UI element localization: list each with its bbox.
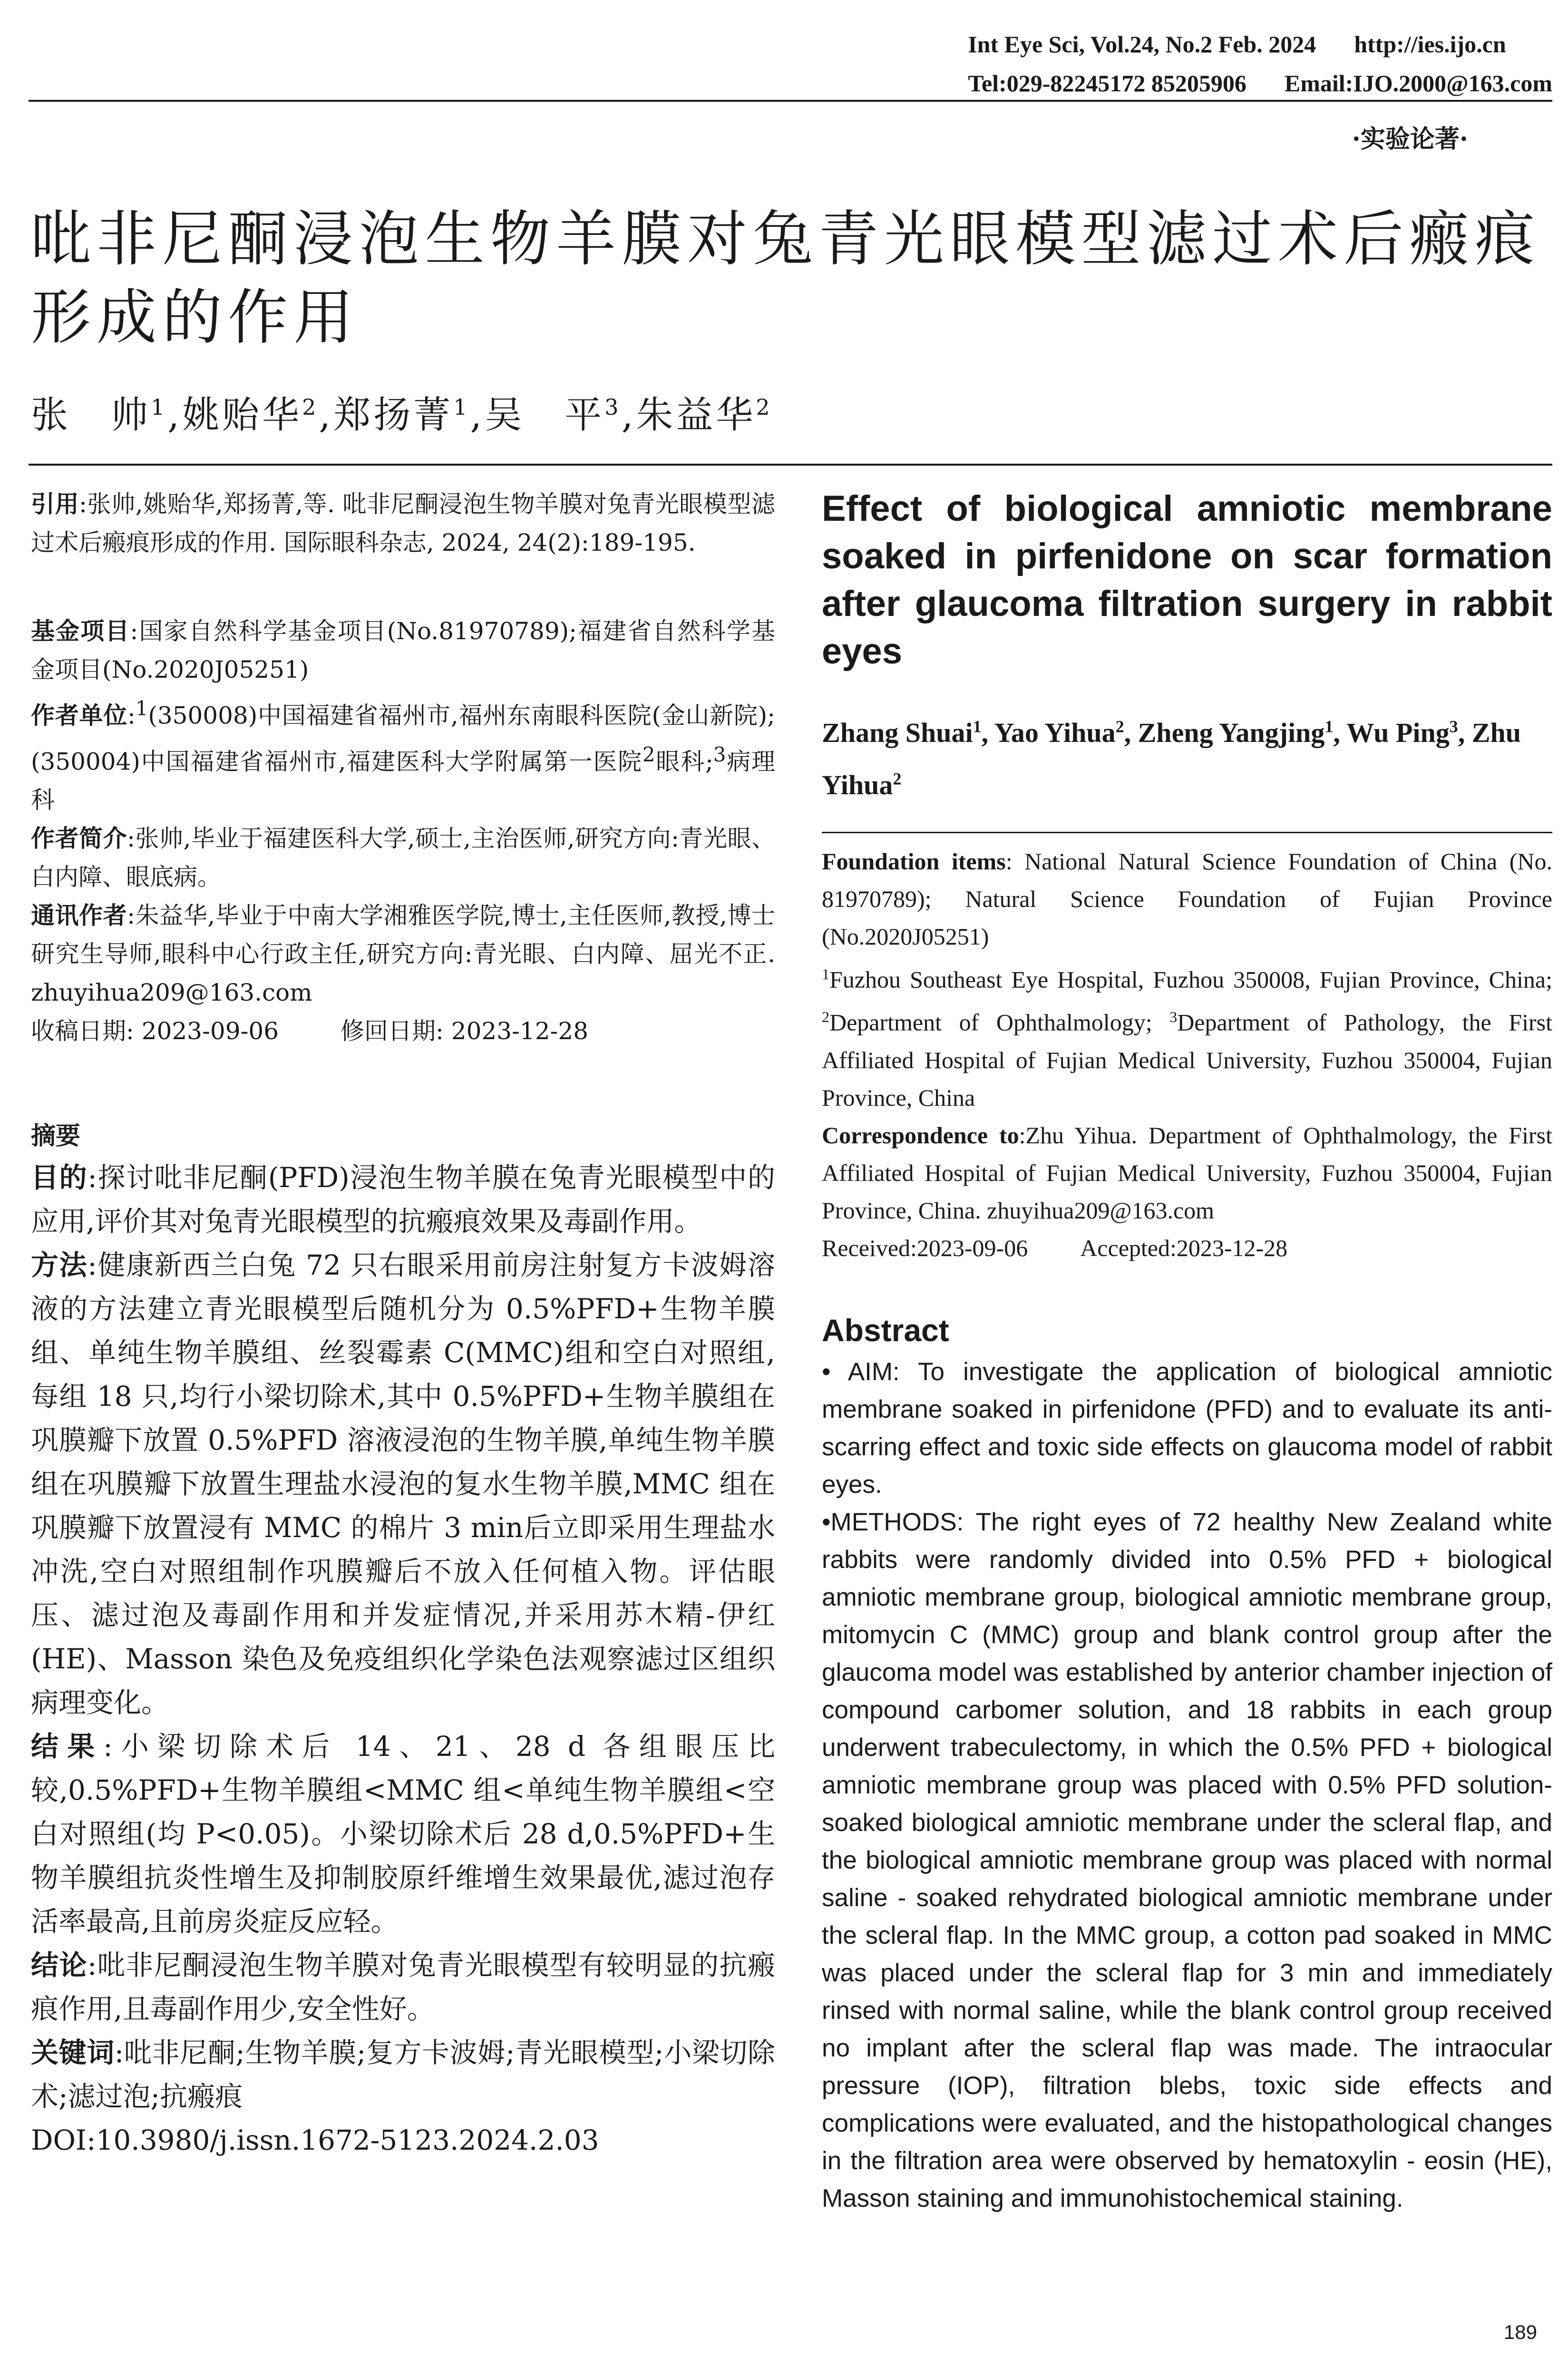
title-divider	[29, 464, 1552, 466]
foundation-items: Foundation items: National Natural Science Foundation of China (No. 81970789); Natural Science Foundation of Fujian Province (No.2020J05251)	[822, 848, 1552, 950]
metadata-en	[822, 843, 1552, 1267]
article-title-cn: 吡非尼酮浸泡生物羊膜对兔青光眼模型滤过术后瘢痕形成的作用	[31, 204, 1540, 352]
journal-email: Email:IJO.2000@163.com	[1284, 70, 1552, 97]
journal-header	[968, 25, 1552, 103]
author-cn: 郑扬菁$^1$	[333, 394, 470, 437]
authors-en: Zhang Shuai$^1$, Yao Yihua$^2$, Zheng Yangjing$^1$, Wu Ping$^3$, Zhu Yihua$^2$	[822, 717, 1521, 800]
author-cn: 姚贻华$^2$	[182, 394, 319, 437]
abstract-heading-en: Abstract	[822, 1312, 949, 1348]
author-en: Zheng Yangjing$^1$	[1138, 717, 1334, 749]
abstract-methods-en: •METHODS: The right eyes of 72 healthy New Zealand white rabbits were randomly divided into 0.5% PFD + biological amniotic membrane group, biological amniotic membrane group, mitomycin C (MMC) group and blank control group after the glaucoma model was established by anterior chamber injection of compound carbomer solution, and 18 rabbits in each group underwent trabeculectomy, in which the 0.5% PFD + biological amniotic membrane group was placed with 0.5% PFD solution-soaked biological amniotic membrane under the scleral flap, and the biological amniotic membrane group was placed with normal saline - soaked rehydrated biological amniotic membrane under the scleral flap. In the MMC group, a cotton pad soaked in MMC was placed under the scleral flap for 3 min and immediately rinsed with normal saline, while the blank control group received no implant after the scleral flap was made. The intraocular pressure (IOP), filtration blebs, toxic side effects and complications were evaluated, and the histopathological changes in the filtration area were observed by hematoxylin - eosin (HE), Masson staining and immunohistochemical staining.	[822, 1508, 1552, 2212]
journal-info: Int Eye Sci, Vol.24, No.2 Feb. 2024	[968, 31, 1316, 58]
left-column	[31, 485, 775, 2162]
correspondence-en: Correspondence to:Zhu Yihua. Department of Ophthalmology, the First Affiliated Hospital of Fujian Medical University, Fuzhou 350004, Fujian Province, China. zhuyihua209@163.com	[822, 1121, 1553, 1224]
author-units: 作者单位:$^1$(350008)中国福建省福州市,福州东南眼科医院(金山新院);(350004)中国福建省福州市,福建医科大学附属第一医院$^2$眼科;$^3$病理科	[31, 697, 776, 814]
author-cn: 吴 平$^3$	[485, 394, 622, 437]
abstract-aim-en: • AIM: To investigate the application of biological amniotic membrane soaked in pirfenidone (PFD) and to evaluate its anti-scarring effect and toxic side effects on glaucoma model of rabbit eyes.	[822, 1357, 1552, 1499]
authors-cn: 张 帅$^1$,姚贻华$^2$,郑扬菁$^1$,吴 平$^3$,朱益华$^2$	[31, 394, 773, 437]
abstract-aim-cn: 目的:探讨吡非尼酮(PFD)浸泡生物羊膜在兔青光眼模型中的应用,评价其对兔青光眼模型的抗瘢痕效果及毒副作用。	[31, 1161, 775, 1238]
page-number: 189	[1503, 2321, 1537, 2343]
dates-en: Received:2023-09-06 Accepted:2023-12-28	[822, 1234, 1288, 1261]
keywords-cn: 关键词:吡非尼酮;生物羊膜;复方卡波姆;青光眼模型;小梁切除术;滤过泡;抗瘢痕	[31, 2036, 775, 2113]
author-en: Zhang Shuai$^1$	[822, 717, 982, 749]
fund-items: 基金项目:国家自然科学基金项目(No.81970789);福建省自然科学基金项目(No.2020J05251)	[31, 617, 775, 683]
header-divider	[29, 100, 1552, 102]
abstract-heading-cn: 摘要	[31, 1122, 81, 1151]
abstract-conclusion-cn: 结论:吡非尼酮浸泡生物羊膜对兔青光眼模型有较明显的抗瘢痕作用,且毒副作用少,安全性好。	[31, 1949, 775, 2026]
author-en: Zhu Yihua$^2$	[822, 717, 1521, 800]
abstract-results-cn: 结果:小梁切除术后 14、21、28 d 各组眼压比较,0.5%PFD+生物羊膜组<MMC 组<单纯生物羊膜组<空白对照组(均 P<0.05)。小梁切除术后 28 d,0.5%PFD+生物羊膜组抗炎性增生及抑制胶原纤维增生效果最优,滤过泡存活率最高,且前房炎症反应轻。	[31, 1730, 775, 1938]
author-cn: 张 帅$^1$	[31, 394, 168, 437]
citation: 引用:张帅,姚贻华,郑扬菁,等. 吡非尼酮浸泡生物羊膜对兔青光眼模型滤过术后瘢痕形成的作用. 国际眼科杂志, 2024, 24(2):189-195.	[31, 490, 776, 556]
author-bio: 作者简介:张帅,毕业于福建医科大学,硕士,主治医师,研究方向:青光眼、白内障、眼底病。	[31, 825, 776, 891]
corresponding-author: 通讯作者:朱益华,毕业于中南大学湘雅医学院,博士,主任医师,教授,博士研究生导师,眼科中心行政主任,研究方向:青光眼、白内障、屈光不正. zhuyihua209@163.com	[31, 902, 776, 1007]
author-en: Wu Ping$^3$	[1346, 717, 1458, 749]
article-title-en: Effect of biological amniotic membrane soaked in pirfenidone on scar formation after glaucoma filtration surgery in rabbit eyes	[822, 488, 1552, 672]
journal-line	[968, 25, 1552, 64]
journal-url: http://ies.ijo.cn	[1354, 31, 1506, 58]
abstract-en	[822, 1353, 1552, 2217]
authors-divider	[822, 832, 1552, 833]
affiliations-en: $^1$Fuzhou Southeast Eye Hospital, Fuzhou 350008, Fujian Province, China; $^2$Department of Ophthalmology; $^3$Department of Pathology, the First Affiliated Hospital of Fujian Medical University, Fuzhou 350004, Fujian Province, China	[822, 965, 1553, 1111]
journal-tel: Tel:029-82245172 85205906	[968, 70, 1247, 97]
abstract-cn	[31, 1156, 775, 2162]
author-cn: 朱益华$^2$	[636, 394, 773, 437]
contact-line	[968, 64, 1552, 103]
right-column	[822, 485, 1552, 2217]
abstract-methods-cn: 方法:健康新西兰白兔 72 只右眼采用前房注射复方卡波姆溶液的方法建立青光眼模型后随机分为 0.5%PFD+生物羊膜组、单纯生物羊膜组、丝裂霉素 C(MMC)组和空白对照组,每组 18 只,均行小梁切除术,其中 0.5%PFD+生物羊膜组在巩膜瓣下放置 0.5%PFD 溶液浸泡的生物羊膜,单纯生物羊膜组在巩膜瓣下放置生理盐水浸泡的复水生物羊膜,MMC 组在巩膜瓣下放置浸有 MMC 的棉片 3 min后立即采用生理盐水冲洗,空白对照组制作巩膜瓣后不放入任何植入物。评估眼压、滤过泡及毒副作用和并发症情况,并采用苏木精-伊红(HE)、Masson 染色及免疫组织化学染色法观察滤过区组织病理变化。	[31, 1249, 775, 1719]
dates-cn: 收稿日期: 2023-09-06 修回日期: 2023-12-28	[31, 1017, 589, 1045]
doi[interactable]: DOI:10.3980/j.issn.1672-5123.2024.2.03	[31, 2124, 599, 2157]
author-en: Yao Yihua$^2$	[994, 717, 1124, 749]
section-label: ·实验论著·	[1352, 125, 1468, 154]
